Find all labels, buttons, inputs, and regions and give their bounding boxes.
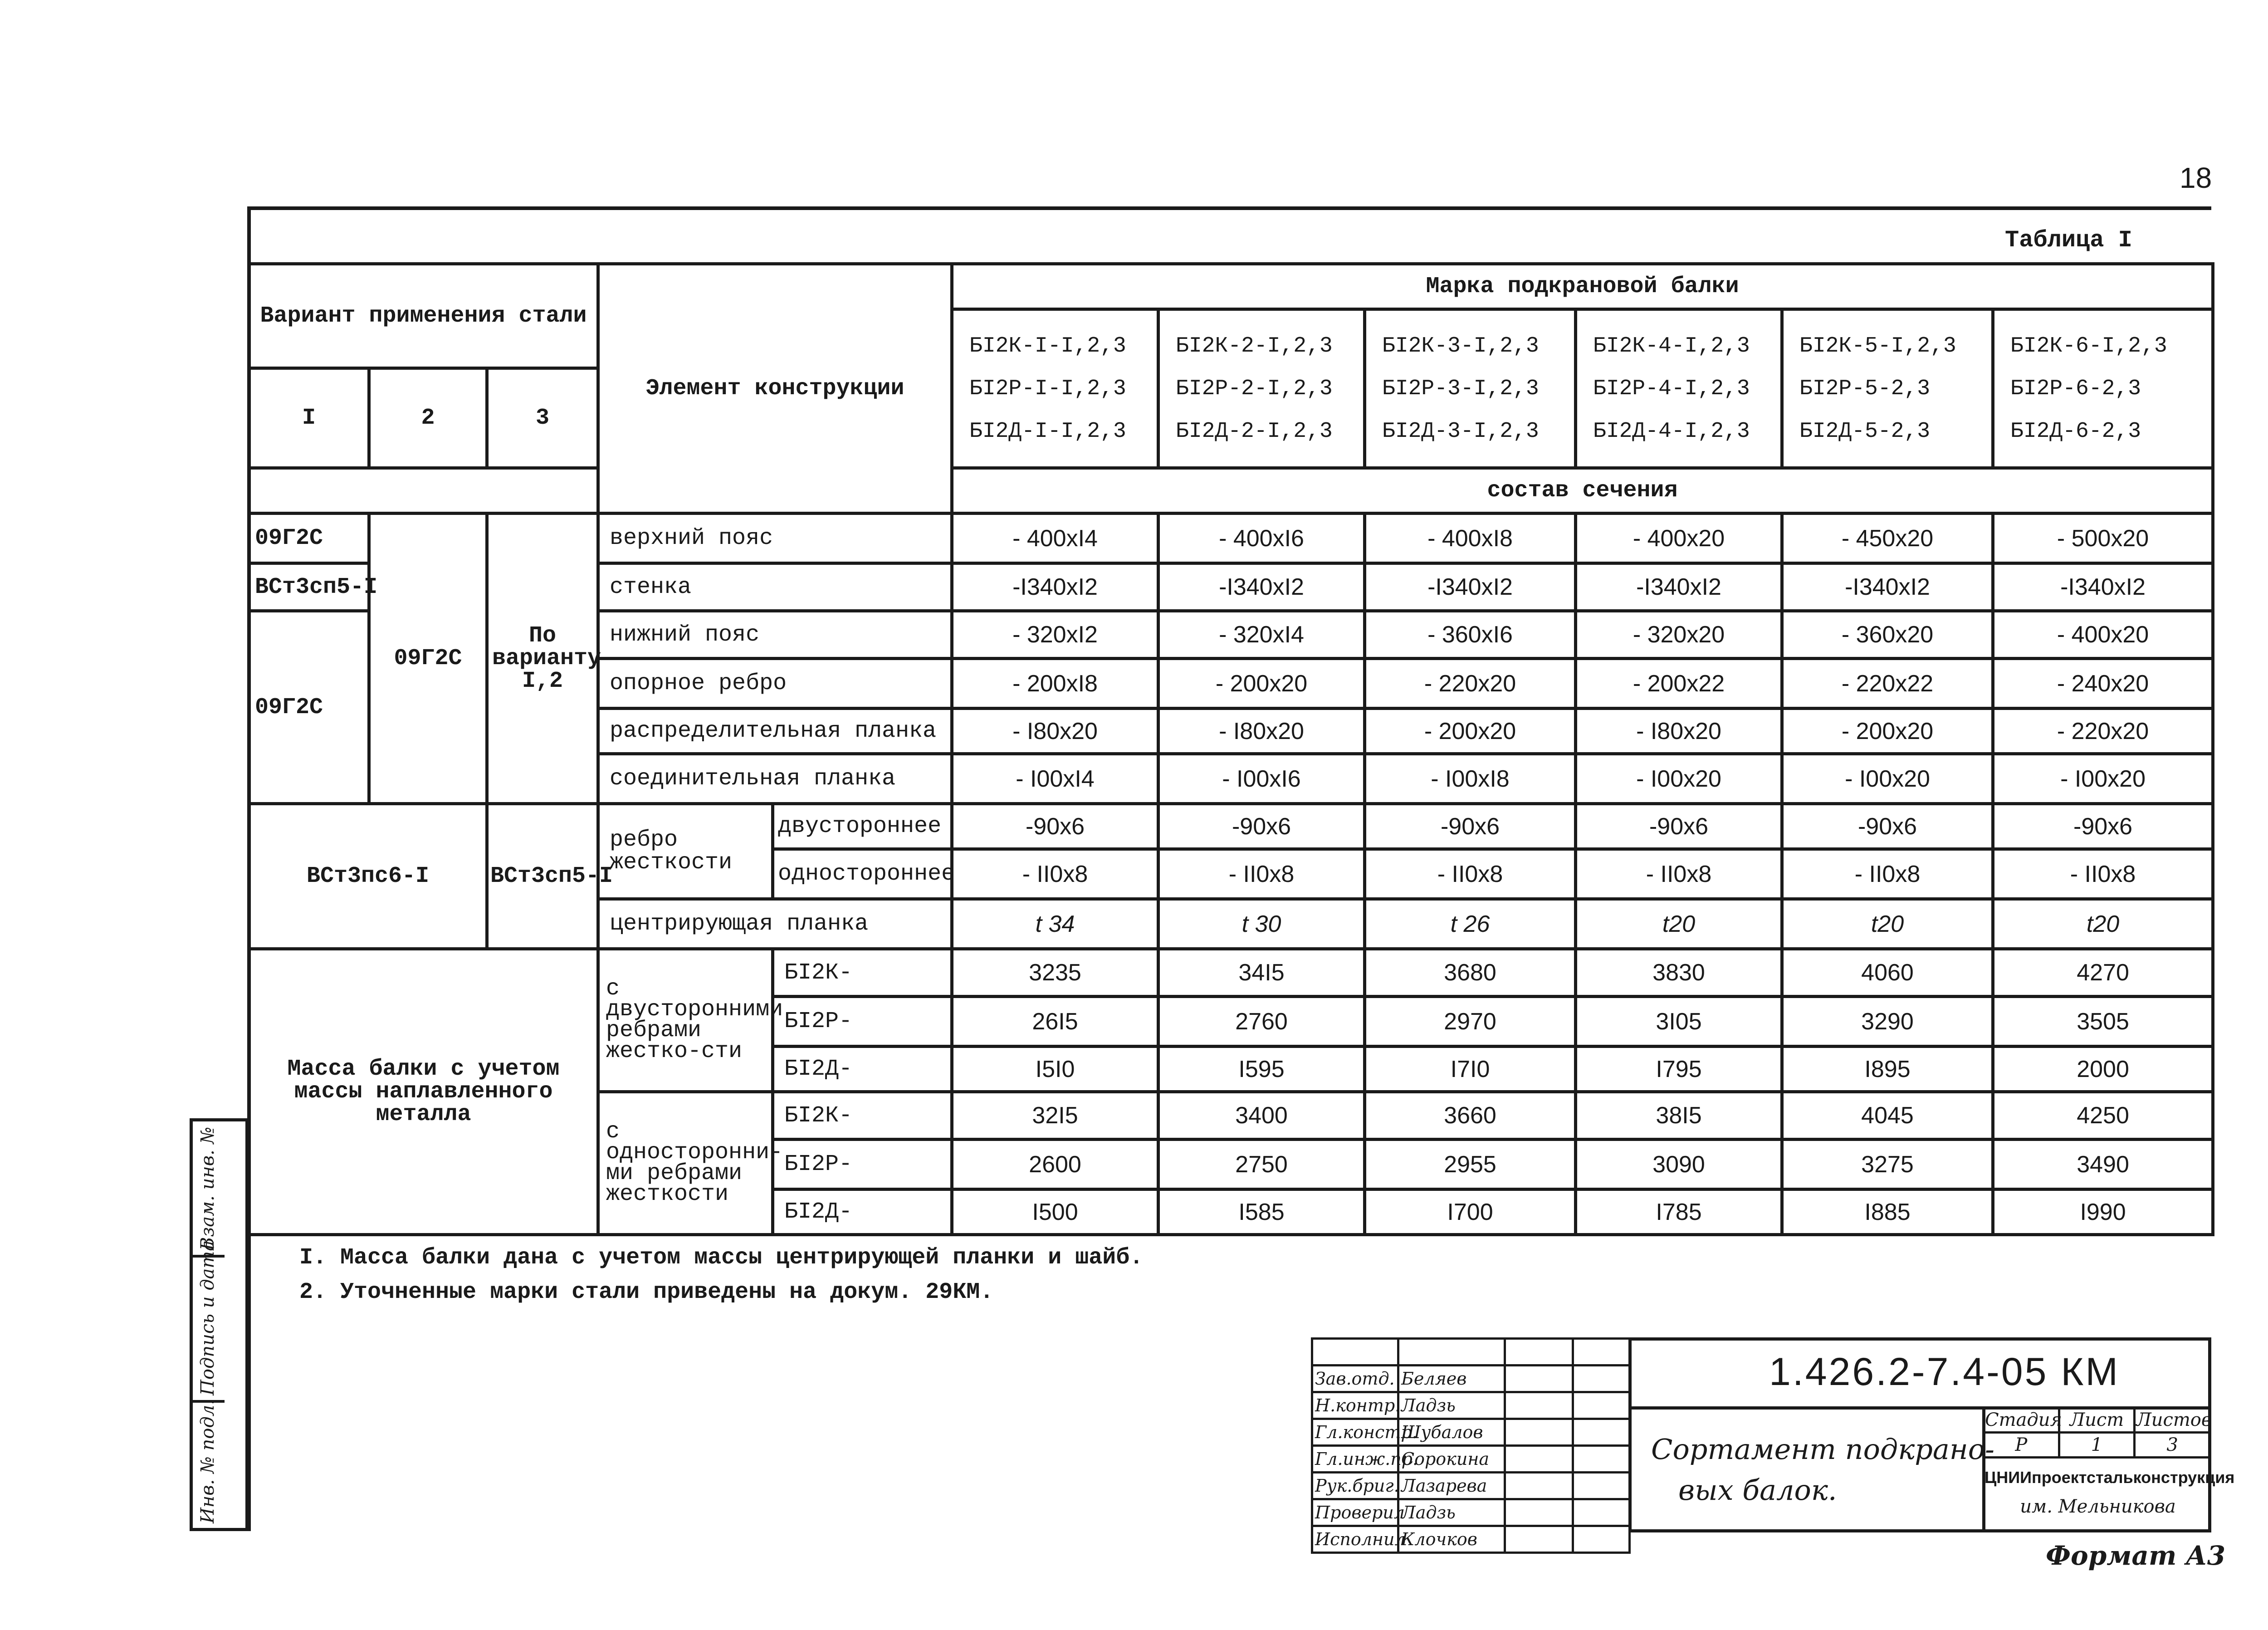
cell-mass-double-k-3: 3680 [1365, 949, 1576, 997]
cell-connecting-plate-3: - I00xI8 [1365, 754, 1576, 804]
stage-table [1982, 1406, 2211, 1459]
cell-web-3: -I340xI2 [1365, 563, 1576, 611]
cell-bearing-rib-2: - 200x20 [1158, 659, 1365, 709]
mass-single-type-r: БI2Р- [773, 1140, 952, 1189]
steel-v3: По варианту I,2 [487, 514, 598, 804]
row-label-web: стенка [598, 563, 952, 611]
stamp-name: Лазарева [1398, 1473, 1505, 1499]
cell-centering-plate-5: t20 [1782, 899, 1993, 949]
cell-bottom-flange-3: - 360xI6 [1365, 611, 1576, 659]
cell-mass-double-r-1: 26I5 [952, 997, 1158, 1047]
cell-connecting-plate-4: - I00x20 [1576, 754, 1782, 804]
cell-bearing-rib-6: - 240x20 [1993, 659, 2213, 709]
section-header: состав сечения [952, 468, 2213, 514]
stamp-name: Ладзь [1398, 1499, 1505, 1526]
cell-mass-double-r-6: 3505 [1993, 997, 2213, 1047]
cell-stiffener-single-6: - II0x8 [1993, 849, 2213, 899]
cell-mass-single-k-2: 3400 [1158, 1092, 1365, 1140]
cell-mass-double-d-5: I895 [1782, 1047, 1993, 1092]
cell-web-2: -I340xI2 [1158, 563, 1365, 611]
signature [1505, 1499, 1573, 1526]
cell-top-flange-6: - 500x20 [1993, 514, 2213, 563]
cell-stiffener-double-6: -90x6 [1993, 804, 2213, 849]
row-label-centering-plate: центрирующая планка [598, 899, 952, 949]
note-1: I. Масса балки дана с учетом массы центрирующей планки и шайб. [299, 1245, 1144, 1271]
steel-v2: 09Г2С [369, 514, 487, 804]
cell-web-6: -I340xI2 [1993, 563, 2213, 611]
cell-mass-double-r-5: 3290 [1782, 997, 1993, 1047]
cell-distribution-plate-6: - 220x20 [1993, 709, 2213, 754]
beam-mark-3: БI2К-3-I,2,3 БI2Р-3-I,2,3 БI2Д-3-I,2,3 [1365, 309, 1576, 468]
signature [1505, 1446, 1573, 1473]
cell-mass-double-r-2: 2760 [1158, 997, 1365, 1047]
stamp-role: Гл.констр. [1312, 1419, 1398, 1446]
cell-mass-double-d-2: I595 [1158, 1047, 1365, 1092]
steel-variant-header: Вариант применения стали [249, 264, 598, 368]
cell-mass-double-k-2: 34I5 [1158, 949, 1365, 997]
cell-bottom-flange-6: - 400x20 [1993, 611, 2213, 659]
cell-connecting-plate-2: - I00xI6 [1158, 754, 1365, 804]
cell-stiffener-double-1: -90x6 [952, 804, 1158, 849]
cell-mass-double-d-4: I795 [1576, 1047, 1782, 1092]
cell-mass-single-r-2: 2750 [1158, 1140, 1365, 1189]
cell-web-1: -I340xI2 [952, 563, 1158, 611]
cell-top-flange-1: - 400xI4 [952, 514, 1158, 563]
mass-label: Масса балки с учетом массы наплавленного металла [249, 949, 598, 1235]
cell-mass-single-k-3: 3660 [1365, 1092, 1576, 1140]
cell-mass-single-d-4: I785 [1576, 1189, 1782, 1235]
cell-centering-plate-6: t20 [1993, 899, 2213, 949]
cell-stiffener-single-1: - II0x8 [952, 849, 1158, 899]
steel-v1-top: 09Г2С [249, 514, 369, 563]
cell-bearing-rib-3: - 220x20 [1365, 659, 1576, 709]
cell-mass-single-k-6: 4250 [1993, 1092, 2213, 1140]
signature [1505, 1473, 1573, 1499]
cell-stiffener-single-5: - II0x8 [1782, 849, 1993, 899]
cell-mass-single-r-4: 3090 [1576, 1140, 1782, 1189]
cell-bottom-flange-5: - 360x20 [1782, 611, 1993, 659]
mass-double-type-d: БI2Д- [773, 1047, 952, 1092]
margin-strip [190, 1118, 249, 1531]
sheet-title: Сортамент подкрано- вых балок. [1651, 1433, 1994, 1507]
row-label-top-flange: верхний пояс [598, 514, 952, 563]
stage-header: Стадия [1984, 1408, 2059, 1433]
signature-block [1311, 1337, 1631, 1554]
beam-brand-header: Марка подкрановой балки [952, 264, 2213, 309]
row-label-stiffener-double: двустороннее [773, 804, 952, 849]
cell-mass-double-k-6: 4270 [1993, 949, 2213, 997]
stage-value: Р [1984, 1433, 2059, 1458]
beam-mark-6: БI2К-6-I,2,3 БI2Р-6-2,3 БI2Д-6-2,3 [1993, 309, 2213, 468]
sheets-value: 3 [2135, 1433, 2210, 1458]
beam-mark-2: БI2К-2-I,2,3 БI2Р-2-I,2,3 БI2Д-2-I,2,3 [1158, 309, 1365, 468]
cell-mass-double-r-3: 2970 [1365, 997, 1576, 1047]
cell-stiffener-single-4: - II0x8 [1576, 849, 1782, 899]
sheet-header: Лист [2059, 1408, 2135, 1433]
signature [1505, 1366, 1573, 1392]
cell-distribution-plate-5: - 200x20 [1782, 709, 1993, 754]
cell-mass-single-r-3: 2955 [1365, 1140, 1576, 1189]
cell-top-flange-4: - 400x20 [1576, 514, 1782, 563]
stamp-name: Беляев [1398, 1366, 1505, 1392]
cell-stiffener-double-2: -90x6 [1158, 804, 1365, 849]
cell-stiffener-double-5: -90x6 [1782, 804, 1993, 849]
cell-stiffener-double-4: -90x6 [1576, 804, 1782, 849]
cell-web-4: -I340xI2 [1576, 563, 1782, 611]
cell-top-flange-2: - 400xI6 [1158, 514, 1365, 563]
cell-connecting-plate-1: - I00xI4 [952, 754, 1158, 804]
cell-mass-single-d-5: I885 [1782, 1189, 1993, 1235]
mass-double-type-k: БI2К- [773, 949, 952, 997]
stamp-role: Гл.инж.пр. [1312, 1446, 1398, 1473]
cell-mass-double-k-4: 3830 [1576, 949, 1782, 997]
cell-mass-double-d-3: I7I0 [1365, 1047, 1576, 1092]
beam-mark-1: БI2К-I-I,2,3 БI2Р-I-I,2,3 БI2Д-I-I,2,3 [952, 309, 1158, 468]
row-label-stiffener-single: одностороннее [773, 849, 952, 899]
cell-mass-double-k-1: 3235 [952, 949, 1158, 997]
cell-bearing-rib-5: - 220x22 [1782, 659, 1993, 709]
header-blank [249, 468, 598, 514]
cell-mass-double-d-1: I5I0 [952, 1047, 1158, 1092]
row-label-bearing-rib: опорное ребро [598, 659, 952, 709]
cell-bottom-flange-4: - 320x20 [1576, 611, 1782, 659]
stamp-role: Н.контр. [1312, 1392, 1398, 1419]
mass-single-label: с односторонни-ми ребрами жесткости [598, 1092, 773, 1235]
steel-v1-web: ВСт3сп5-I [249, 563, 369, 611]
stamp-name: Сорокина [1398, 1446, 1505, 1473]
signature [1505, 1392, 1573, 1419]
cell-mass-single-r-6: 3490 [1993, 1140, 2213, 1189]
cell-top-flange-5: - 450x20 [1782, 514, 1993, 563]
organization: ЦНИИпроектстальконструкция им. Мельникова [1984, 1468, 2235, 1517]
cell-stiffener-double-3: -90x6 [1365, 804, 1576, 849]
notes [299, 1241, 1143, 1310]
stamp-role: Зав.отд. [1312, 1366, 1398, 1392]
cell-centering-plate-3: t 26 [1365, 899, 1576, 949]
cell-distribution-plate-4: - I80x20 [1576, 709, 1782, 754]
cell-stiffener-single-2: - II0x8 [1158, 849, 1365, 899]
cell-distribution-plate-2: - I80x20 [1158, 709, 1365, 754]
signature [1505, 1526, 1573, 1553]
variant-number-1: I [249, 368, 369, 468]
row-label-connecting-plate: соединительная планка [598, 754, 952, 804]
steel-v12-ribs: ВСт3пс6-I [249, 804, 487, 949]
cell-mass-single-k-5: 4045 [1782, 1092, 1993, 1140]
cell-mass-double-k-5: 4060 [1782, 949, 1993, 997]
signature [1505, 1419, 1573, 1446]
steel-v1-rest: 09Г2С [249, 611, 369, 804]
cell-centering-plate-4: t20 [1576, 899, 1782, 949]
paper-format: Формат А3 [2046, 1540, 2226, 1571]
cell-web-5: -I340xI2 [1782, 563, 1993, 611]
cell-distribution-plate-1: - I80x20 [952, 709, 1158, 754]
steel-v3-ribs: ВСт3сп5-I [487, 804, 598, 949]
margin-inv-original: Инв. № подл. [197, 1399, 218, 1523]
cell-bearing-rib-4: - 200x22 [1576, 659, 1782, 709]
row-label-stiffener: ребро жесткости [598, 804, 773, 899]
stamp-name: Ладзь [1398, 1392, 1505, 1419]
cell-mass-single-d-3: I700 [1365, 1189, 1576, 1235]
cell-top-flange-3: - 400xI8 [1365, 514, 1576, 563]
sheet-value: 1 [2059, 1433, 2135, 1458]
note-2: 2. Уточненные марки стали приведены на докум. 29КМ. [299, 1279, 994, 1305]
row-label-bottom-flange: нижний пояс [598, 611, 952, 659]
stamp-role: Исполнил [1312, 1526, 1398, 1553]
beam-mark-5: БI2К-5-I,2,3 БI2Р-5-2,3 БI2Д-5-2,3 [1782, 309, 1993, 468]
cell-centering-plate-1: t 34 [952, 899, 1158, 949]
cell-mass-single-d-1: I500 [952, 1189, 1158, 1235]
mass-single-type-d: БI2Д- [773, 1189, 952, 1235]
page-number: 18 [2180, 162, 2212, 194]
cell-bottom-flange-2: - 320xI4 [1158, 611, 1365, 659]
stamp-name: Шубалов [1398, 1419, 1505, 1446]
cell-mass-single-k-1: 32I5 [952, 1092, 1158, 1140]
cell-centering-plate-2: t 30 [1158, 899, 1365, 949]
cell-mass-single-r-5: 3275 [1782, 1140, 1993, 1189]
beam-mark-4: БI2К-4-I,2,3 БI2Р-4-I,2,3 БI2Д-4-I,2,3 [1576, 309, 1782, 468]
cell-mass-double-d-6: 2000 [1993, 1047, 2213, 1092]
cell-stiffener-single-3: - II0x8 [1365, 849, 1576, 899]
cell-distribution-plate-3: - 200x20 [1365, 709, 1576, 754]
cell-mass-single-k-4: 38I5 [1576, 1092, 1782, 1140]
cell-connecting-plate-6: - I00x20 [1993, 754, 2213, 804]
cell-connecting-plate-5: - I00x20 [1782, 754, 1993, 804]
variant-number-2: 2 [369, 368, 487, 468]
mass-double-label: с двусторонними ребрами жестко-сти [598, 949, 773, 1092]
margin-signature-date: Подпись и дата [193, 1258, 225, 1403]
variant-number-3: 3 [487, 368, 598, 468]
mass-double-type-r: БI2Р- [773, 997, 952, 1047]
cell-bottom-flange-1: - 320xI2 [952, 611, 1158, 659]
cell-mass-double-r-4: 3I05 [1576, 997, 1782, 1047]
element-header: Элемент конструкции [598, 264, 952, 514]
stamp-role: Проверил [1312, 1499, 1398, 1526]
stamp-name: Клочков [1398, 1526, 1505, 1553]
margin-replace-inv: Взам. инв. № [193, 1121, 225, 1258]
mass-single-type-k: БI2К- [773, 1092, 952, 1140]
cell-mass-single-d-2: I585 [1158, 1189, 1365, 1235]
steel-section-table [247, 262, 2214, 1236]
cell-mass-single-r-1: 2600 [952, 1140, 1158, 1189]
stamp-role: Рук.бриг. [1312, 1473, 1398, 1499]
cell-mass-single-d-6: I990 [1993, 1189, 2213, 1235]
table-title: Таблица I [2005, 227, 2132, 254]
row-label-distribution-plate: распределительная планка [598, 709, 952, 754]
cell-bearing-rib-1: - 200xI8 [952, 659, 1158, 709]
sheets-header: Листов [2135, 1408, 2210, 1433]
document-code: 1.426.2-7.4-05 КМ [1769, 1350, 2120, 1394]
